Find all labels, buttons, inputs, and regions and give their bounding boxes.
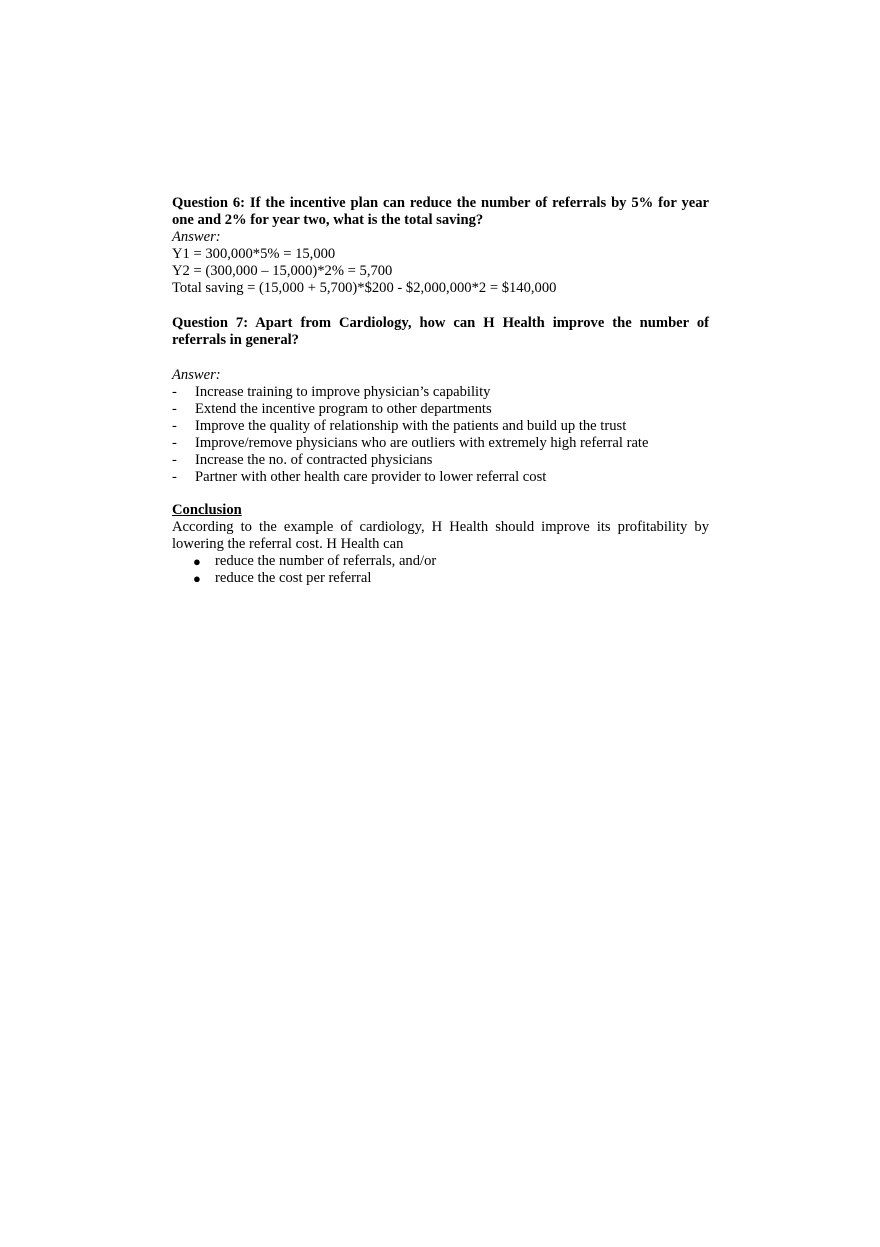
dash-marker: -: [172, 384, 177, 400]
spacer: [172, 297, 709, 315]
question-6-calc-y2: Y2 = (300,000 – 15,000)*2% = 5,700: [172, 263, 393, 279]
list-item: [172, 553, 709, 570]
dash-marker: -: [172, 435, 177, 451]
list-item: [172, 435, 709, 452]
list-item: [172, 401, 709, 418]
spacer: [172, 486, 709, 502]
list-item-text: reduce the number of referrals, and/or: [215, 553, 437, 569]
list-item-text: Increase the no. of contracted physicians: [195, 452, 433, 468]
list-item-text: Extend the incentive program to other departments: [195, 401, 492, 417]
list-item-text: Increase training to improve physician’s capability: [195, 384, 491, 400]
bullet-icon: ●: [193, 554, 201, 569]
list-item-text: Improve/remove physicians who are outliers with extremely high referral rate: [195, 435, 649, 451]
dash-marker: -: [172, 469, 177, 485]
question-6-calc-y1: Y1 = 300,000*5% = 15,000: [172, 246, 336, 262]
question-6-heading: Question 6: If the incentive plan can reduce the number of referrals by 5% for year one and 2% for year two, what is the total saving?: [172, 195, 709, 228]
list-item: [172, 570, 709, 587]
conclusion-bullet-list: [172, 553, 709, 587]
list-item-text: Partner with other health care provider to lower referral cost: [195, 469, 547, 485]
list-item: [172, 452, 709, 469]
question-7-heading: Question 7: Apart from Cardiology, how can H Health improve the number of referrals in general?: [172, 315, 709, 348]
dash-marker: -: [172, 452, 177, 468]
document-page: [172, 195, 709, 587]
conclusion-section: [172, 502, 709, 587]
list-item: [172, 418, 709, 435]
question-6-answer-label: Answer:: [172, 229, 221, 245]
list-item: [172, 384, 709, 401]
dash-marker: -: [172, 418, 177, 434]
list-item-text: Improve the quality of relationship with the patients and build up the trust: [195, 418, 627, 434]
question-6-section: [172, 195, 709, 297]
list-item-text: reduce the cost per referral: [215, 570, 372, 586]
question-6-total-saving: Total saving = (15,000 + 5,700)*$200 - $2,000,000*2 = $140,000: [172, 280, 557, 296]
spacer: [172, 349, 709, 367]
question-7-section: [172, 315, 709, 486]
list-item: [172, 469, 709, 486]
dash-marker: -: [172, 401, 177, 417]
conclusion-paragraph: According to the example of cardiology, H Health should improve its profitability by lowering the referral cost. H Health can: [172, 519, 709, 552]
question-7-answer-list: [172, 384, 709, 486]
question-7-answer-label: Answer:: [172, 367, 221, 383]
bullet-icon: ●: [193, 571, 201, 586]
conclusion-heading: Conclusion: [172, 502, 242, 518]
